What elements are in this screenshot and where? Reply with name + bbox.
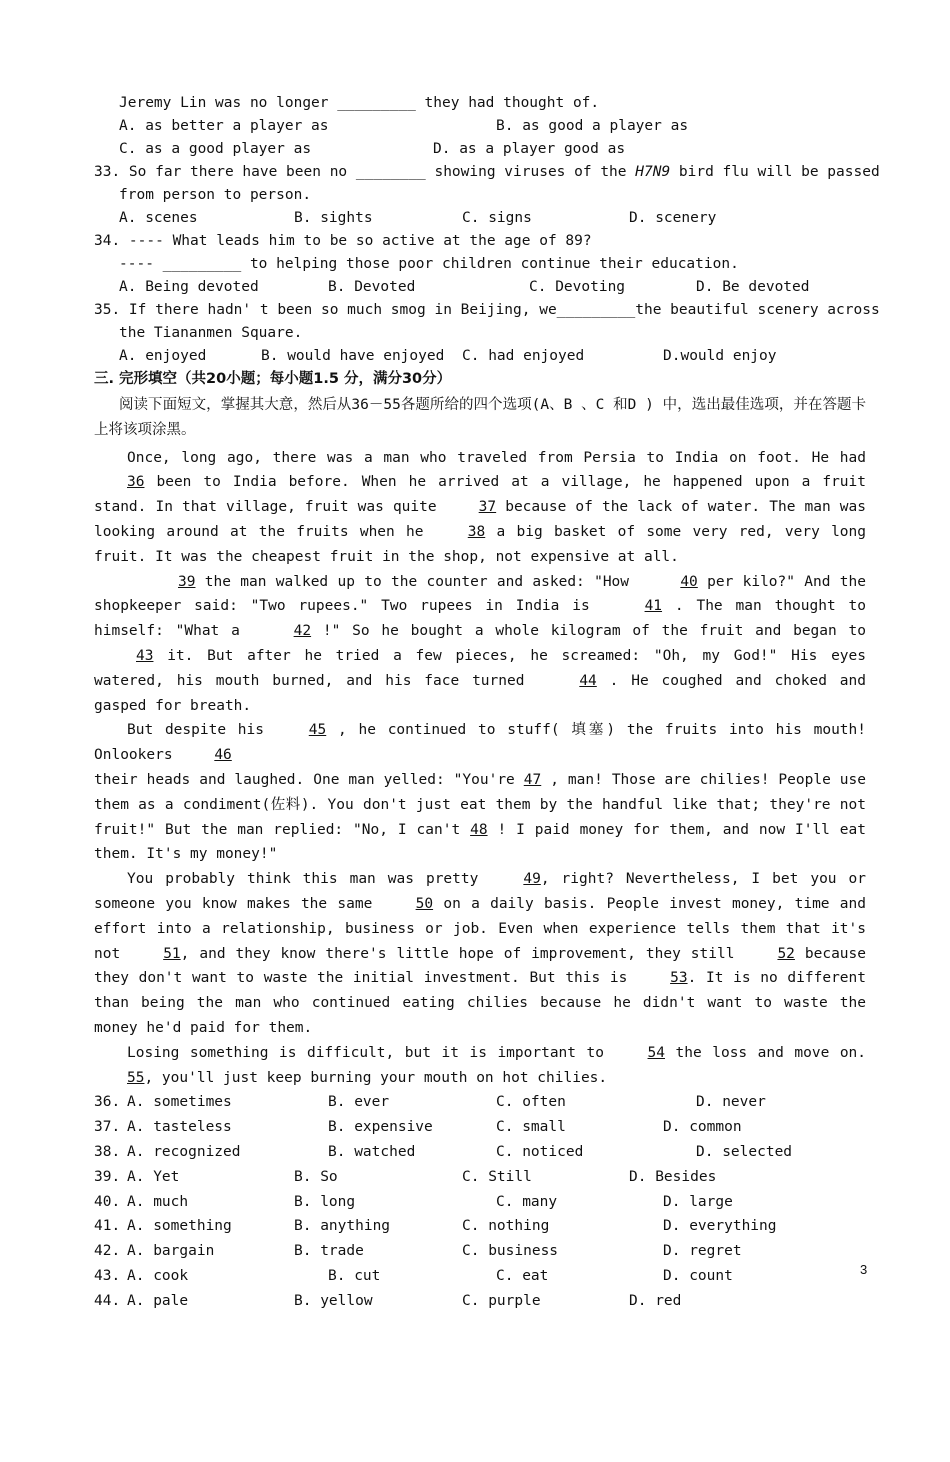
blank-42: 42 <box>293 623 312 640</box>
q35-option-d: D.would enjoy <box>663 348 777 364</box>
blank-49: 49 <box>523 871 541 888</box>
blank-48: 48 <box>470 821 488 838</box>
q35-option-c: C. had enjoyed <box>462 348 585 364</box>
q34-option-c: C. Devoting <box>529 279 626 295</box>
blank-54: 54 <box>647 1044 665 1061</box>
choice-row: 37. A. tasteless B. expensive C. small D. common <box>94 1119 742 1136</box>
blank-39: 39 <box>178 573 196 590</box>
section-heading: 三. 完形填空（共20小题；每小题1.5 分，满分30分） <box>94 371 452 387</box>
blank-45: 45 <box>308 722 327 739</box>
q33-option-d: D. scenery <box>629 210 717 226</box>
q33-option-c: C. signs <box>462 210 532 226</box>
passage-paragraph-6: Losing something is difficult, but it is important to 54 the loss and move on. 55, you'll just keep burning your mouth on hot chilies. <box>94 1041 866 1091</box>
q32-option-c: C. as a good player as <box>119 141 312 157</box>
q34-options <box>94 276 866 299</box>
section-instruction: 阅读下面短文，掌握其大意，然后从36－55各题所给的四个选项(A、B 、C 和D ) 中，选出最佳选项，并在答题卡上将该项涂黑。 <box>94 397 866 438</box>
page-content <box>94 92 880 1313</box>
q34-option-d: D. Be devoted <box>696 279 810 295</box>
passage-paragraph-2: 39 the man walked up to the counter and asked: "How 40 per kilo?" And the shopkeeper said: "Two rupees." Two rupees in India is 41 . The man thought to himself: "What a 42 !" So he bought a whole kilogram of the fruit and began to 43 it. But after he tried a few pieces, he screamed: "Oh, my God!" His eyes watered, his mouth burned, and his face turned 44 . He coughed and choked and gasped for breath. <box>94 570 866 719</box>
choice-row: 36. A. sometimes B. ever C. often D. never <box>94 1094 766 1111</box>
q34-answer-line: ---- _________ to helping those poor children continue their education. <box>119 256 739 272</box>
q35-option-a: A. enjoyed <box>119 348 207 364</box>
passage-paragraph-3: But despite his 45 , he continued to stuff( 填塞) the fruits into his mouth! Onlookers 46 <box>94 718 866 768</box>
q35-stem: 35. If there hadn' t been so much smog in Beijing, we_________the beautiful scenery across <box>94 302 880 318</box>
blank-50: 50 <box>415 895 434 912</box>
q35-options <box>94 345 866 368</box>
blank-46: 46 <box>214 747 232 764</box>
q32-options-row1 <box>94 115 866 138</box>
q33-stem-b: bird flu will be passed <box>670 164 880 180</box>
q33-stem-a: 33. So far there have been no ________ showing viruses of the <box>94 164 636 180</box>
q32-option-b: B. as good a player as <box>496 118 689 134</box>
passage <box>94 446 866 1091</box>
blank-53: 53 <box>670 970 688 987</box>
choice-row: 42. A. bargain B. trade C. business D. regret <box>94 1243 742 1260</box>
blank-51: 51 <box>163 945 181 962</box>
blank-37: 37 <box>478 499 497 516</box>
choices-list <box>94 1090 866 1313</box>
blank-41: 41 <box>644 598 663 615</box>
q32-options-row2 <box>94 138 866 161</box>
choice-row: 40. A. much B. long C. many D. large <box>94 1193 733 1210</box>
blank-47: 47 <box>523 771 542 788</box>
q33-stem-italic: H7N9 <box>635 164 671 180</box>
q34-option-b: B. Devoted <box>328 279 416 295</box>
blank-52: 52 <box>777 945 795 962</box>
blank-55: 55 <box>127 1069 145 1086</box>
q32-option-a: A. as better a player as <box>119 118 329 134</box>
q34-stem: 34. ---- What leads him to be so active at the age of 89? <box>94 233 592 249</box>
q32-option-d: D. as a player good as <box>433 141 626 157</box>
q33-option-a: A. scenes <box>119 210 198 226</box>
q32-stem: Jeremy Lin was no longer _________ they had thought of. <box>119 95 600 111</box>
q33-stem <box>94 161 880 184</box>
q33-options <box>94 207 866 230</box>
q35-option-b: B. would have enjoyed <box>261 348 445 364</box>
q33-option-b: B. sights <box>294 210 373 226</box>
passage-paragraph-4: their heads and laughed. One man yelled: "You're 47 , man! Those are chilies! People use them as a condiment(佐料). You don't just eat them by the handful like that; they're not fruit!" But the man replied: "No, I can't 48 ! I paid money for them, and now I'll eat them. It's my money!" <box>94 768 866 867</box>
choice-row: 38. A. recognized B. watched C. noticed D. selected <box>94 1143 793 1160</box>
blank-44: 44 <box>579 672 597 689</box>
passage-paragraph-5: You probably think this man was pretty 49, right? Nevertheless, I bet you or someone you know makes the same 50 on a daily basis. People invest money, time and effort into a relationship, business or job. Even when experience tells them that it's not 51, and they know there's little hope of improvement, they still 52 because they don't want to waste the initial investment. But this is 53. It is no different than being the man who continued eating chilies because he didn't want to waste the money he'd paid for them. <box>94 867 866 1041</box>
passage-paragraph-1: Once, long ago, there was a man who traveled from Persia to India on foot. He had 36 been to India before. When he arrived at a village, he happened upon a fruit stand. In that village, fruit was quite 37 because of the lack of water. The man was looking around at the fruits when he 38 a big basket of some very red, very long fruit. It was the cheapest fruit in the shop, not expensive at all. <box>94 449 866 565</box>
choice-row: 44. A. pale B. yellow C. purple D. red <box>94 1292 682 1309</box>
blank-36: 36 <box>127 474 145 491</box>
q33-stem-cont: from person to person. <box>119 187 312 203</box>
blank-40: 40 <box>680 573 698 590</box>
choice-row: 39. A. Yet B. So C. Still D. Besides <box>94 1168 717 1185</box>
q34-option-a: A. Being devoted <box>119 279 259 295</box>
choice-row: 43. A. cook B. cut C. eat D. count <box>94 1267 733 1284</box>
q35-stem-cont: the Tiananmen Square. <box>119 325 303 341</box>
page-number: 3 <box>860 1262 868 1277</box>
blank-43: 43 <box>136 647 154 664</box>
choice-row: 41. A. something B. anything C. nothing D. everything <box>94 1218 777 1235</box>
blank-38: 38 <box>467 523 486 540</box>
